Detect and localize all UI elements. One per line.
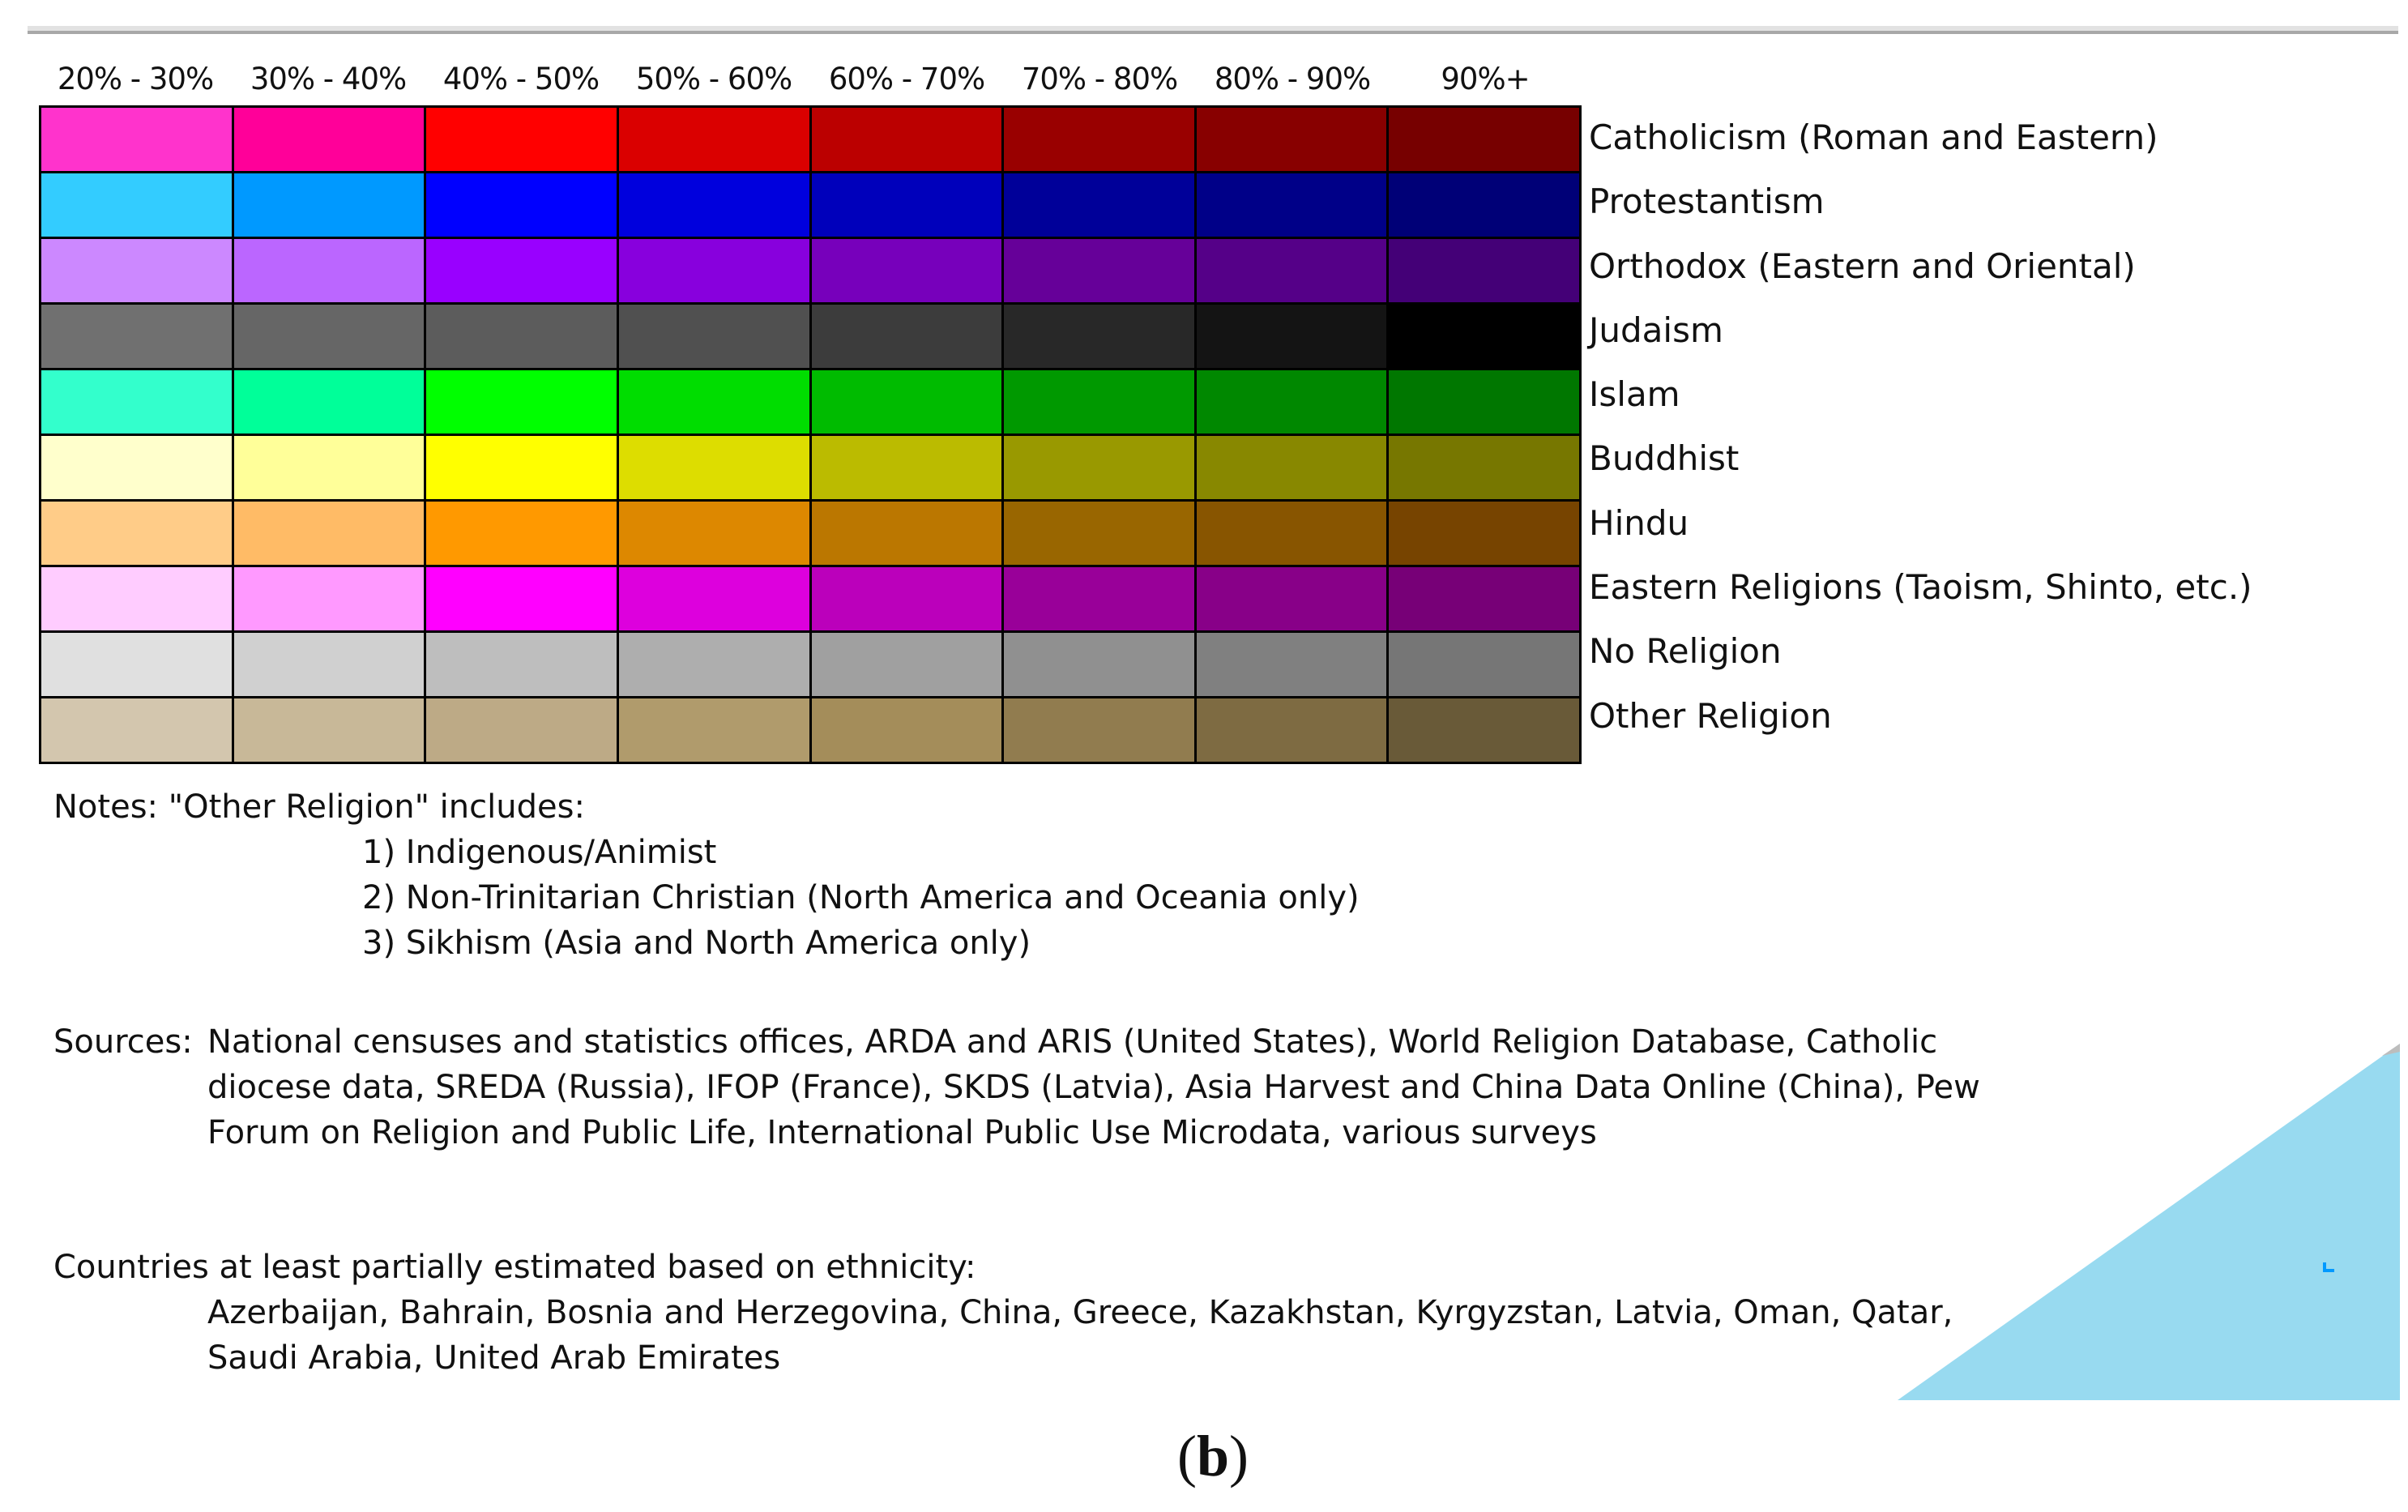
color-swatch bbox=[1197, 108, 1387, 171]
color-swatch bbox=[619, 502, 809, 565]
color-swatch bbox=[619, 108, 809, 171]
color-swatch bbox=[812, 436, 1002, 499]
color-swatch bbox=[1004, 239, 1194, 302]
color-swatch bbox=[1197, 698, 1387, 762]
color-swatch bbox=[1197, 370, 1387, 434]
color-swatch bbox=[1389, 698, 1579, 762]
color-swatch bbox=[619, 567, 809, 630]
color-swatch bbox=[1004, 305, 1194, 368]
row-label-islam: Islam bbox=[1589, 374, 1680, 415]
color-swatch bbox=[1197, 305, 1387, 368]
color-swatch bbox=[1004, 108, 1194, 171]
color-swatch bbox=[1004, 173, 1194, 237]
color-swatch bbox=[234, 239, 425, 302]
color-swatch bbox=[1389, 567, 1579, 630]
column-header: 70% - 80% bbox=[1021, 62, 1178, 96]
color-swatch bbox=[812, 567, 1002, 630]
color-swatch bbox=[234, 698, 425, 762]
color-swatch bbox=[1197, 436, 1387, 499]
color-swatch bbox=[234, 436, 425, 499]
row-label-eastern-religions: Eastern Religions (Taoism, Shinto, etc.) bbox=[1589, 567, 2252, 608]
row-label-buddhist: Buddhist bbox=[1589, 438, 1740, 479]
color-swatch bbox=[426, 698, 617, 762]
countries-heading: Countries at least partially estimated based on ethnicity: bbox=[53, 1249, 976, 1286]
countries-list: Azerbaijan, Bahrain, Bosnia and Herzegovina, China, Greece, Kazakhstan, Kyrgyzstan, Latvia, Oman, Qatar, Saudi Arabia, United Arab Emirates bbox=[207, 1294, 1953, 1377]
row-label-hindu: Hindu bbox=[1589, 502, 1689, 543]
color-swatch bbox=[41, 633, 232, 696]
color-swatch bbox=[41, 698, 232, 762]
sources-block bbox=[53, 1019, 1990, 1155]
notes-item: 3) Sikhism (Asia and North America only) bbox=[362, 925, 1031, 962]
color-swatch bbox=[1004, 698, 1194, 762]
color-swatch bbox=[1389, 633, 1579, 696]
color-swatch bbox=[1004, 436, 1194, 499]
color-swatch bbox=[812, 633, 1002, 696]
column-header: 30% - 40% bbox=[250, 62, 407, 96]
column-header: 50% - 60% bbox=[635, 62, 792, 96]
color-swatch bbox=[1389, 370, 1579, 434]
row-label-no-religion: No Religion bbox=[1589, 631, 1782, 672]
color-swatch bbox=[426, 305, 617, 368]
color-swatch bbox=[234, 567, 425, 630]
color-swatch bbox=[1389, 502, 1579, 565]
color-swatch bbox=[426, 108, 617, 171]
color-swatch bbox=[234, 305, 425, 368]
sources-label: Sources: bbox=[53, 1023, 193, 1061]
notes-block bbox=[53, 784, 1360, 966]
legend-color-grid bbox=[39, 105, 1582, 764]
color-swatch bbox=[812, 108, 1002, 171]
row-label-judaism: Judaism bbox=[1589, 310, 1723, 350]
legend-row-labels bbox=[1589, 105, 2252, 748]
color-swatch bbox=[812, 370, 1002, 434]
color-swatch bbox=[1004, 633, 1194, 696]
color-swatch bbox=[234, 173, 425, 237]
sources-text: National censuses and statistics offices, ARDA and ARIS (United States), World Religion Database, Catholic diocese data, SREDA (Russia), IFOP (France), SKDS (Latvia), Asia Harvest and China Data Online (China), Pew Forum on Religion and Public Life, International Public Use Microdata, various surveys bbox=[207, 1023, 1980, 1151]
column-header: 80% - 90% bbox=[1214, 62, 1371, 96]
color-swatch bbox=[41, 502, 232, 565]
color-swatch bbox=[426, 173, 617, 237]
decorative-triangle bbox=[1898, 1044, 2400, 1400]
color-swatch bbox=[812, 502, 1002, 565]
color-swatch bbox=[234, 633, 425, 696]
color-swatch bbox=[619, 633, 809, 696]
color-swatch bbox=[41, 239, 232, 302]
color-swatch bbox=[41, 436, 232, 499]
color-swatch bbox=[234, 502, 425, 565]
color-swatch bbox=[426, 633, 617, 696]
color-swatch bbox=[1389, 239, 1579, 302]
color-swatch bbox=[619, 698, 809, 762]
color-swatch bbox=[812, 239, 1002, 302]
color-swatch bbox=[619, 173, 809, 237]
color-swatch bbox=[426, 239, 617, 302]
color-swatch bbox=[619, 370, 809, 434]
color-swatch bbox=[41, 305, 232, 368]
color-swatch bbox=[619, 239, 809, 302]
color-swatch bbox=[41, 108, 232, 171]
color-swatch bbox=[1197, 239, 1387, 302]
top-rule bbox=[28, 26, 2398, 34]
color-swatch bbox=[619, 305, 809, 368]
color-swatch bbox=[41, 173, 232, 237]
color-swatch bbox=[812, 698, 1002, 762]
color-swatch bbox=[41, 567, 232, 630]
notes-item: 1) Indigenous/Animist bbox=[362, 834, 717, 871]
color-swatch bbox=[41, 370, 232, 434]
color-swatch bbox=[619, 436, 809, 499]
color-swatch bbox=[1389, 305, 1579, 368]
color-swatch bbox=[234, 370, 425, 434]
legend-column-headers bbox=[39, 62, 1582, 100]
color-swatch bbox=[1197, 502, 1387, 565]
figure-caption: (b) bbox=[1176, 1424, 1249, 1489]
color-swatch bbox=[1004, 567, 1194, 630]
color-swatch bbox=[1004, 370, 1194, 434]
color-swatch bbox=[234, 108, 425, 171]
countries-block bbox=[53, 1245, 1990, 1381]
row-label-protestantism: Protestantism bbox=[1589, 182, 1825, 222]
color-swatch bbox=[812, 173, 1002, 237]
notes-heading: Notes: "Other Religion" includes: bbox=[53, 788, 585, 826]
color-swatch bbox=[1197, 173, 1387, 237]
row-label-orthodox: Orthodox (Eastern and Oriental) bbox=[1589, 246, 2136, 286]
color-swatch bbox=[1389, 173, 1579, 237]
column-header: 60% - 70% bbox=[828, 62, 985, 96]
color-swatch bbox=[426, 370, 617, 434]
color-swatch bbox=[1389, 108, 1579, 171]
color-swatch bbox=[426, 502, 617, 565]
notes-item: 2) Non-Trinitarian Christian (North America and Oceania only) bbox=[362, 879, 1360, 916]
color-swatch bbox=[426, 567, 617, 630]
color-swatch bbox=[1197, 633, 1387, 696]
row-label-catholicism: Catholicism (Roman and Eastern) bbox=[1589, 117, 2158, 157]
color-swatch bbox=[1389, 436, 1579, 499]
column-header: 90%+ bbox=[1441, 62, 1530, 96]
color-swatch bbox=[1197, 567, 1387, 630]
row-label-other-religion: Other Religion bbox=[1589, 695, 1832, 736]
column-header: 40% - 50% bbox=[442, 62, 600, 96]
column-header: 20% - 30% bbox=[57, 62, 214, 96]
color-swatch bbox=[812, 305, 1002, 368]
color-swatch bbox=[1004, 502, 1194, 565]
color-swatch bbox=[426, 436, 617, 499]
